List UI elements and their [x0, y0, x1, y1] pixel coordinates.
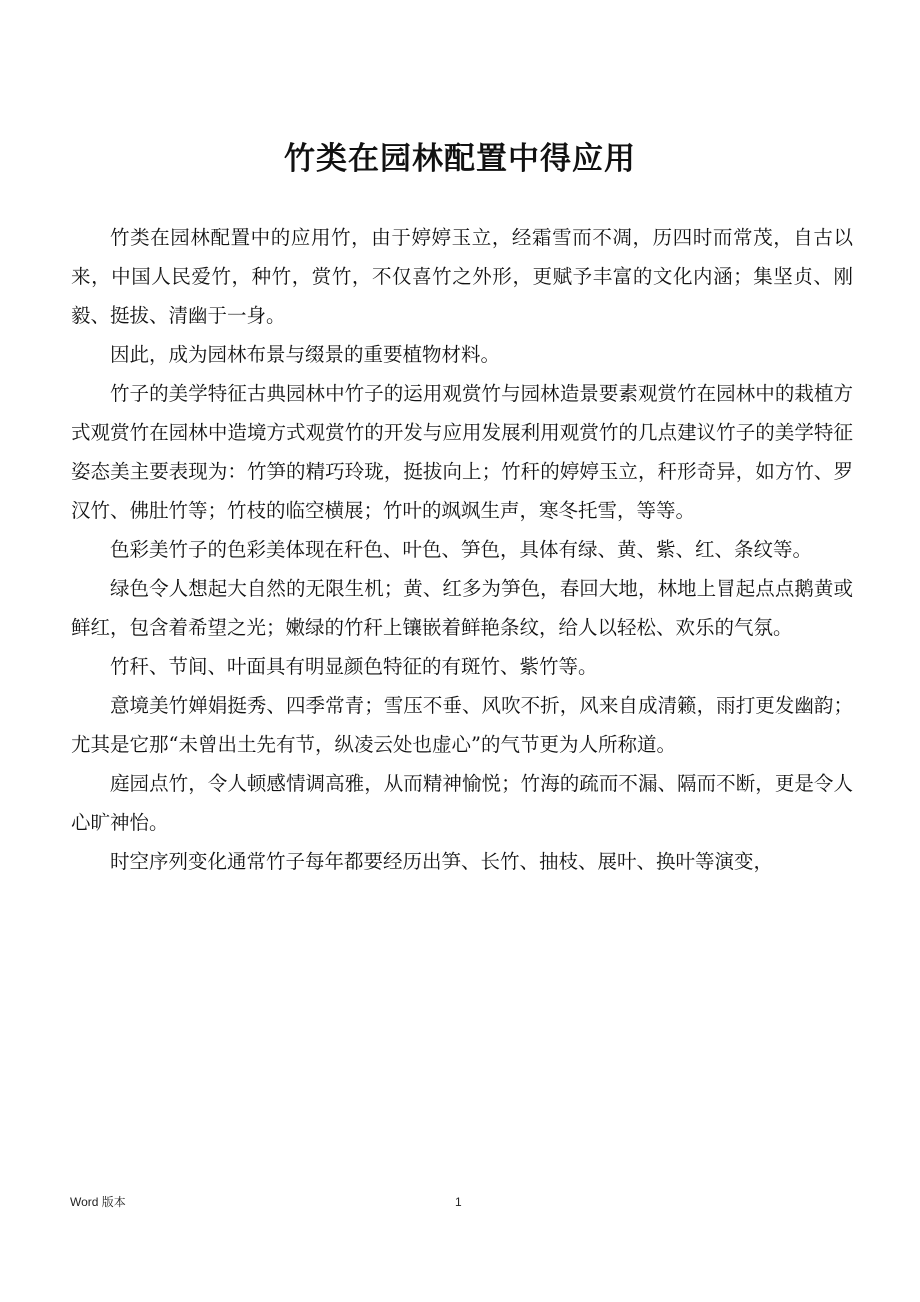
paragraph: 时空序列变化通常竹子每年都要经历出笋、长竹、抽枝、展叶、换叶等演变，	[110, 850, 774, 873]
page-number: 1	[455, 1195, 462, 1209]
document-title: 竹类在园林配置中得应用	[284, 141, 636, 177]
paragraph: 色彩美竹子的色彩美体现在秆色、叶色、笋色，具体有绿、黄、紫、红、条纹等。	[110, 538, 813, 561]
paragraph: 竹类在园林配置中的应用竹，由于婷婷玉立，经霜雪而不凋，历四时而常茂，自古以来，中国人民爱竹，种竹，赏竹，不仅喜竹之外形，更赋予丰富的文化内涵；集坚贞、刚毅、挺拔、清幽于一身。	[71, 226, 853, 327]
paragraph: 意境美竹婵娟挺秀、四季常青；雪压不垂、风吹不折，风来自成清籁，雨打更发幽韵；尤其是它那“未曾出土先有节，纵凌云处也虚心”的气节更为人所称道。	[71, 694, 853, 756]
paragraph: 庭园点竹，令人顿感情调高雅，从而精神愉悦；竹海的疏而不漏、隔而不断，更是令人心旷神怡。	[71, 772, 853, 834]
document-body	[71, 218, 853, 881]
paragraph: 竹秆、节间、叶面具有明显颜色特征的有斑竹、紫竹等。	[110, 655, 598, 678]
paragraph: 竹子的美学特征古典园林中竹子的运用观赏竹与园林造景要素观赏竹在园林中的栽植方式观赏竹在园林中造境方式观赏竹的开发与应用发展利用观赏竹的几点建议竹子的美学特征姿态美主要表现为：竹笋的精巧玲珑，挺拔向上；竹秆的婷婷玉立，秆形奇异，如方竹、罗汉竹、佛肚竹等；竹枝的临空横展；竹叶的飒飒生声，寒冬托雪，等等。	[71, 382, 853, 522]
footer-version-label: Word 版本	[70, 1195, 126, 1209]
paragraph: 因此，成为园林布景与缀景的重要植物材料。	[110, 343, 501, 366]
paragraph: 绿色令人想起大自然的无限生机；黄、红多为笋色，春回大地，林地上冒起点点鹅黄或鲜红，包含着希望之光；嫩绿的竹秆上镶嵌着鲜艳条纹，给人以轻松、欢乐的气氛。	[71, 577, 853, 639]
